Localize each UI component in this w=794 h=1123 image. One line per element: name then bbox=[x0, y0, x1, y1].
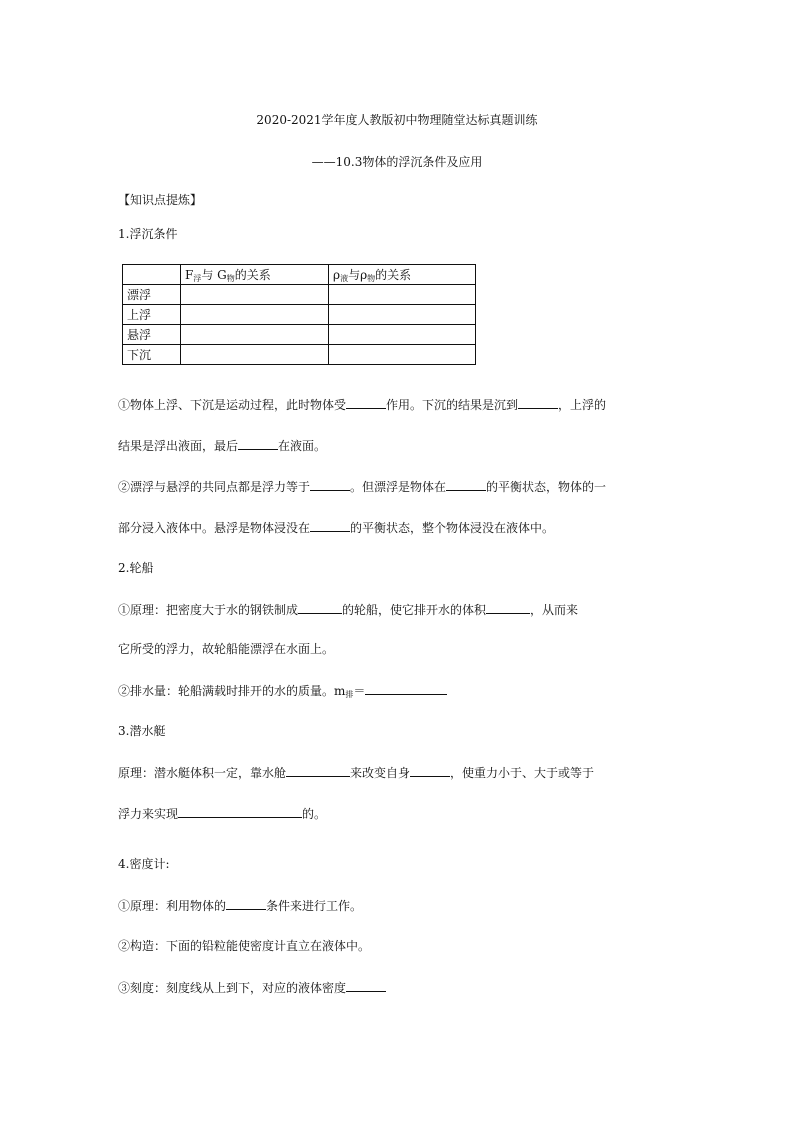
blank-line bbox=[226, 897, 266, 910]
floating-conditions-table bbox=[122, 264, 476, 365]
paragraph-floating-2: ②漂浮与悬浮的共同点都是浮力等于 。但漂浮是物体在 的平衡状态，物体的一 bbox=[118, 480, 607, 494]
blank-line bbox=[446, 478, 486, 491]
table-header-cell-density: $\rho_液$与$\rho_物$的关系 bbox=[329, 265, 476, 285]
blank-line bbox=[310, 478, 350, 491]
table-row bbox=[123, 305, 476, 325]
blank-line bbox=[410, 764, 450, 777]
blank-line bbox=[298, 601, 342, 614]
table-cell bbox=[181, 345, 329, 365]
table-row bbox=[123, 325, 476, 345]
heading-ship: 2.轮船 bbox=[118, 561, 154, 575]
table-row bbox=[123, 345, 476, 365]
blank-line bbox=[238, 437, 278, 450]
table-cell bbox=[181, 285, 329, 305]
heading-hydrometer: 4.密度计: bbox=[118, 857, 170, 871]
blank-line bbox=[518, 396, 558, 409]
blank-line bbox=[346, 979, 386, 992]
table-row-label: 悬浮 bbox=[123, 325, 181, 345]
document-title: 2020-2021学年度人教版初中物理随堂达标真题训练 bbox=[256, 113, 538, 127]
paragraph-hydrometer-1: ①原理：利用物体的 条件来进行工作。 bbox=[118, 899, 363, 913]
section-heading-knowledge: 【知识点提炼】 bbox=[118, 193, 203, 207]
table-cell bbox=[329, 285, 476, 305]
table-header-row bbox=[123, 265, 476, 285]
table-cell bbox=[181, 305, 329, 325]
paragraph-hydrometer-2: ②构造：下面的铅粒能使密度计直立在液体中。 bbox=[118, 939, 371, 953]
blank-line bbox=[310, 519, 350, 532]
heading-floating-conditions: 1.浮沉条件 bbox=[118, 227, 178, 241]
paragraph-ship-1-cont: 它所受的浮力，故轮船能漂浮在水面上。 bbox=[118, 642, 335, 656]
paragraph-ship-1: ①原理：把密度大于水的钢铁制成 的轮船，使它排开水的体积 ，从而来 bbox=[118, 603, 579, 617]
table-cell bbox=[329, 325, 476, 345]
blank-line bbox=[486, 601, 530, 614]
table-row bbox=[123, 285, 476, 305]
paragraph-submarine-cont: 浮力来实现 的。 bbox=[118, 807, 327, 821]
document-subtitle: ——10.3物体的浮沉条件及应用 bbox=[311, 155, 483, 169]
heading-submarine: 3.潜水艇 bbox=[118, 724, 166, 738]
table-row-label: 上浮 bbox=[123, 305, 181, 325]
table-cell bbox=[329, 305, 476, 325]
paragraph-floating-1: ①物体上浮、下沉是运动过程，此时物体受 作用。下沉的结果是沉到 ，上浮的 bbox=[118, 398, 607, 412]
table-header-cell-force: $F_浮$与 $G_物$的关系 bbox=[181, 265, 329, 285]
table-row-label: 下沉 bbox=[123, 345, 181, 365]
table-cell bbox=[181, 325, 329, 345]
table-row-label: 漂浮 bbox=[123, 285, 181, 305]
paragraph-submarine: 原理：潜水艇体积一定，靠水舱 来改变自身 ，使重力小于、大于或等于 bbox=[118, 766, 595, 780]
blank-line bbox=[178, 805, 302, 818]
paragraph-floating-1-cont: 结果是浮出液面，最后 在液面。 bbox=[118, 439, 327, 453]
table-cell bbox=[329, 345, 476, 365]
paragraph-hydrometer-3: ③刻度：刻度线从上到下，对应的液体密度 bbox=[118, 979, 386, 996]
paragraph-floating-2-cont: 部分浸入液体中。悬浮是物体浸没在 的平衡状态，整个物体浸没在液体中。 bbox=[118, 521, 555, 535]
blank-line bbox=[286, 764, 350, 777]
blank-line bbox=[346, 396, 386, 409]
table-header-cell-empty bbox=[123, 265, 181, 285]
paragraph-ship-2: ②排水量：轮船满载时排开的水的质量。$m_排=$ bbox=[118, 682, 447, 703]
blank-line bbox=[365, 682, 447, 695]
